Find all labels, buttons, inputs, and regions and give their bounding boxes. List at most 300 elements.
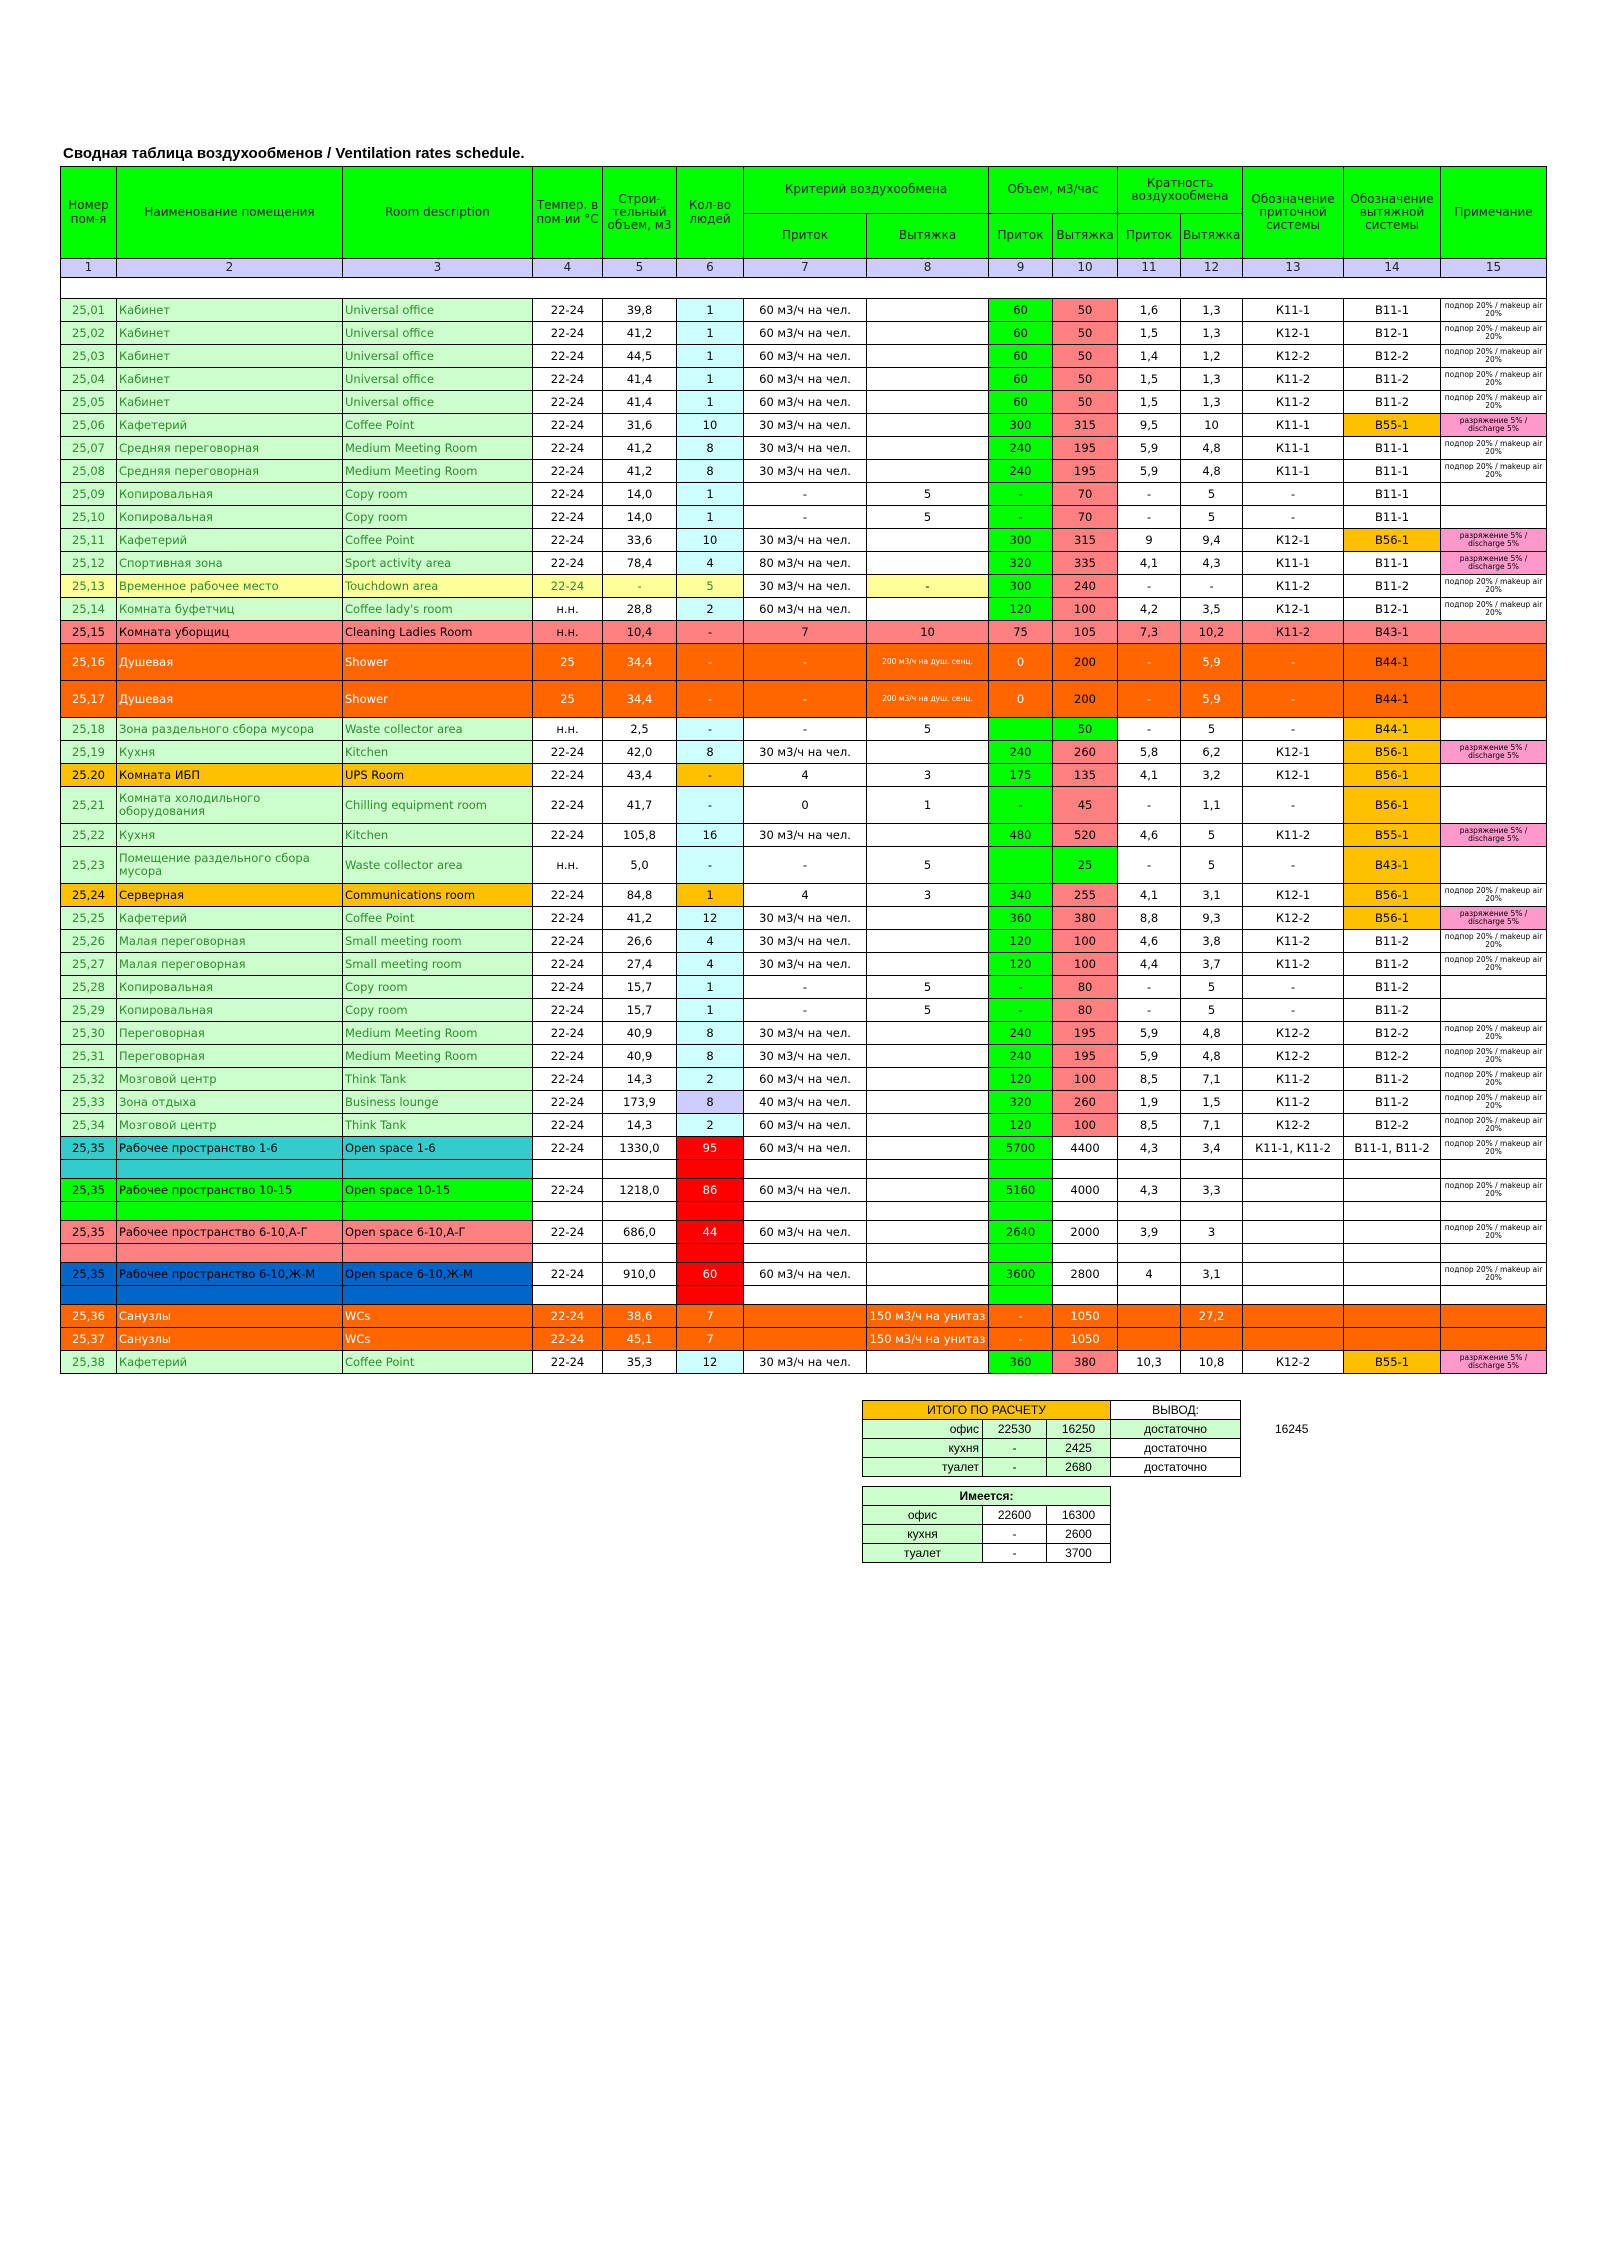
room-name-en: Cleaning Ladies Room bbox=[343, 621, 533, 644]
supply-system bbox=[1243, 1202, 1344, 1221]
volume: 44,5 bbox=[603, 345, 677, 368]
criteria-exhaust bbox=[867, 1244, 989, 1263]
people-count: 60 bbox=[677, 1263, 744, 1286]
note: разряжение 5% / discharge 5% bbox=[1441, 1351, 1547, 1374]
room-name-ru: Рабочее пространство 1-6 bbox=[117, 1137, 343, 1160]
flow-exhaust: 80 bbox=[1053, 976, 1118, 999]
supply-system: К11-2 bbox=[1243, 621, 1344, 644]
room-number: 25,07 bbox=[61, 437, 117, 460]
exhaust-system bbox=[1344, 1221, 1441, 1244]
table-row bbox=[61, 437, 1547, 460]
temperature bbox=[533, 1160, 603, 1179]
rate-exhaust: 3,4 bbox=[1181, 1137, 1243, 1160]
room-name-ru: Рабочее пространство 6-10,А-Г bbox=[117, 1221, 343, 1244]
room-name-en: Communications room bbox=[343, 884, 533, 907]
criteria-supply: 7 bbox=[744, 621, 867, 644]
volume bbox=[603, 1202, 677, 1221]
flow-exhaust: 50 bbox=[1053, 322, 1118, 345]
note: подпор 20% / makeup air 20% bbox=[1441, 953, 1547, 976]
supply-system bbox=[1243, 1305, 1344, 1328]
volume: 39,8 bbox=[603, 299, 677, 322]
room-name-ru: Санузлы bbox=[117, 1328, 343, 1351]
criteria-supply: 60 м3/ч на чел. bbox=[744, 1179, 867, 1202]
exhaust-system: В43-1 bbox=[1344, 847, 1441, 884]
rate-exhaust: 3 bbox=[1181, 1221, 1243, 1244]
room-name-en: Universal office bbox=[343, 299, 533, 322]
room-name-ru: Переговорная bbox=[117, 1045, 343, 1068]
table-row bbox=[61, 552, 1547, 575]
criteria-supply: 4 bbox=[744, 764, 867, 787]
room-name-en: Copy room bbox=[343, 976, 533, 999]
table-row bbox=[61, 345, 1547, 368]
room-name-en: Kitchen bbox=[343, 824, 533, 847]
rate-supply: 7,3 bbox=[1118, 621, 1181, 644]
criteria-exhaust bbox=[867, 437, 989, 460]
temperature: 25 bbox=[533, 681, 603, 718]
criteria-exhaust: 10 bbox=[867, 621, 989, 644]
flow-supply: 120 bbox=[989, 1114, 1053, 1137]
exhaust-system: В12-1 bbox=[1344, 598, 1441, 621]
table-row bbox=[61, 884, 1547, 907]
criteria-exhaust bbox=[867, 1351, 989, 1374]
flow-supply: 5700 bbox=[989, 1137, 1053, 1160]
flow-supply: 240 bbox=[989, 460, 1053, 483]
flow-supply bbox=[989, 1286, 1053, 1305]
volume: 14,3 bbox=[603, 1068, 677, 1091]
supply-system: К11-1 bbox=[1243, 460, 1344, 483]
flow-exhaust bbox=[1053, 1244, 1118, 1263]
exhaust-system: В56-1 bbox=[1344, 907, 1441, 930]
criteria-supply bbox=[744, 1202, 867, 1221]
people-count: 12 bbox=[677, 907, 744, 930]
criteria-exhaust bbox=[867, 1137, 989, 1160]
calc-result: достаточно bbox=[1111, 1439, 1241, 1458]
table-row bbox=[61, 999, 1547, 1022]
flow-exhaust: 100 bbox=[1053, 598, 1118, 621]
temperature bbox=[533, 1286, 603, 1305]
supply-system: К11-2 bbox=[1243, 930, 1344, 953]
rate-supply: - bbox=[1118, 483, 1181, 506]
volume: 5,0 bbox=[603, 847, 677, 884]
temperature: 25 bbox=[533, 644, 603, 681]
temperature bbox=[533, 1244, 603, 1263]
room-number: 25,14 bbox=[61, 598, 117, 621]
flow-exhaust: 25 bbox=[1053, 847, 1118, 884]
volume bbox=[603, 1286, 677, 1305]
temperature: 22-24 bbox=[533, 414, 603, 437]
criteria-supply: - bbox=[744, 681, 867, 718]
exhaust-system bbox=[1344, 1328, 1441, 1351]
rate-supply: - bbox=[1118, 644, 1181, 681]
room-name-ru: Зона раздельного сбора мусора bbox=[117, 718, 343, 741]
column-number: 6 bbox=[677, 259, 744, 278]
room-name-en: Think Tank bbox=[343, 1068, 533, 1091]
flow-supply: - bbox=[989, 483, 1053, 506]
flow-exhaust bbox=[1053, 1202, 1118, 1221]
criteria-exhaust bbox=[867, 322, 989, 345]
criteria-exhaust: 3 bbox=[867, 884, 989, 907]
note: подпор 20% / makeup air 20% bbox=[1441, 575, 1547, 598]
table-row bbox=[61, 506, 1547, 529]
note: разряжение 5% / discharge 5% bbox=[1441, 907, 1547, 930]
exhaust-system: В12-2 bbox=[1344, 1114, 1441, 1137]
header-volume: Строи-тельный объем, м3 bbox=[603, 167, 677, 259]
exhaust-system: В11-1 bbox=[1344, 460, 1441, 483]
spacer-row bbox=[61, 1244, 1547, 1263]
room-name-ru: Копировальная bbox=[117, 976, 343, 999]
header-criteria-supply: Приток bbox=[744, 214, 867, 259]
people-count: 95 bbox=[677, 1137, 744, 1160]
exhaust-system bbox=[1344, 1244, 1441, 1263]
flow-supply: 60 bbox=[989, 391, 1053, 414]
flow-supply: 120 bbox=[989, 930, 1053, 953]
flow-supply: 0 bbox=[989, 681, 1053, 718]
rate-supply: 4,6 bbox=[1118, 824, 1181, 847]
rate-supply: - bbox=[1118, 506, 1181, 529]
room-name-ru bbox=[117, 1202, 343, 1221]
temperature: н.н. bbox=[533, 847, 603, 884]
exhaust-system: В55-1 bbox=[1344, 414, 1441, 437]
exhaust-system bbox=[1344, 1286, 1441, 1305]
flow-supply: 120 bbox=[989, 598, 1053, 621]
criteria-supply: 60 м3/ч на чел. bbox=[744, 299, 867, 322]
header-temp: Темпер. в пом-ии °C bbox=[533, 167, 603, 259]
column-number: 5 bbox=[603, 259, 677, 278]
criteria-exhaust bbox=[867, 1286, 989, 1305]
column-number: 4 bbox=[533, 259, 603, 278]
rate-supply: 5,9 bbox=[1118, 437, 1181, 460]
temperature: 22-24 bbox=[533, 953, 603, 976]
people-count: 1 bbox=[677, 483, 744, 506]
exhaust-system: В56-1 bbox=[1344, 787, 1441, 824]
available-label: кухня bbox=[863, 1525, 983, 1544]
column-number: 3 bbox=[343, 259, 533, 278]
note: подпор 20% / makeup air 20% bbox=[1441, 1137, 1547, 1160]
rate-supply: 1,5 bbox=[1118, 368, 1181, 391]
table-row bbox=[61, 644, 1547, 681]
criteria-exhaust bbox=[867, 953, 989, 976]
temperature: 22-24 bbox=[533, 322, 603, 345]
flow-exhaust: 45 bbox=[1053, 787, 1118, 824]
exhaust-system: В11-2 bbox=[1344, 976, 1441, 999]
rate-exhaust: 3,2 bbox=[1181, 764, 1243, 787]
exhaust-system bbox=[1344, 1305, 1441, 1328]
note: подпор 20% / makeup air 20% bbox=[1441, 1263, 1547, 1286]
supply-system bbox=[1243, 1244, 1344, 1263]
temperature: 22-24 bbox=[533, 930, 603, 953]
criteria-supply: 60 м3/ч на чел. bbox=[744, 1263, 867, 1286]
rate-exhaust: 3,7 bbox=[1181, 953, 1243, 976]
rate-supply: 4,2 bbox=[1118, 598, 1181, 621]
volume: 14,3 bbox=[603, 1114, 677, 1137]
table-row bbox=[61, 824, 1547, 847]
room-number: 25,22 bbox=[61, 824, 117, 847]
criteria-exhaust: 5 bbox=[867, 999, 989, 1022]
people-count bbox=[677, 1244, 744, 1263]
flow-exhaust: 315 bbox=[1053, 529, 1118, 552]
flow-supply: 340 bbox=[989, 884, 1053, 907]
spacer-row bbox=[61, 1160, 1547, 1179]
exhaust-system: В12-2 bbox=[1344, 345, 1441, 368]
rate-exhaust: 5 bbox=[1181, 847, 1243, 884]
rate-exhaust: 9,3 bbox=[1181, 907, 1243, 930]
room-name-ru: Серверная bbox=[117, 884, 343, 907]
volume: 34,4 bbox=[603, 681, 677, 718]
room-name-en: Chilling equipment room bbox=[343, 787, 533, 824]
criteria-supply: - bbox=[744, 847, 867, 884]
table-row bbox=[61, 953, 1547, 976]
rate-supply: 3,9 bbox=[1118, 1221, 1181, 1244]
flow-supply: 75 bbox=[989, 621, 1053, 644]
rate-exhaust bbox=[1181, 1202, 1243, 1221]
criteria-supply bbox=[744, 1305, 867, 1328]
criteria-exhaust bbox=[867, 391, 989, 414]
rate-supply: 5,8 bbox=[1118, 741, 1181, 764]
criteria-supply: - bbox=[744, 976, 867, 999]
people-count: 1 bbox=[677, 345, 744, 368]
volume: 42,0 bbox=[603, 741, 677, 764]
criteria-exhaust bbox=[867, 1221, 989, 1244]
table-row bbox=[61, 598, 1547, 621]
criteria-exhaust bbox=[867, 552, 989, 575]
table-row bbox=[61, 1221, 1547, 1244]
supply-system: К12-2 bbox=[1243, 1045, 1344, 1068]
rate-exhaust: 3,3 bbox=[1181, 1179, 1243, 1202]
temperature: 22-24 bbox=[533, 437, 603, 460]
people-count: - bbox=[677, 787, 744, 824]
note: подпор 20% / makeup air 20% bbox=[1441, 322, 1547, 345]
people-count: 1 bbox=[677, 506, 744, 529]
exhaust-system: В11-2 bbox=[1344, 1091, 1441, 1114]
people-count: 86 bbox=[677, 1179, 744, 1202]
criteria-exhaust bbox=[867, 1202, 989, 1221]
criteria-supply bbox=[744, 1160, 867, 1179]
calc-conclusion: ВЫВОД: bbox=[1111, 1401, 1241, 1420]
room-name-en: Medium Meeting Room bbox=[343, 1045, 533, 1068]
rate-supply bbox=[1118, 1328, 1181, 1351]
rate-supply bbox=[1118, 1286, 1181, 1305]
room-name-ru bbox=[117, 1286, 343, 1305]
header-rate: Кратность воздухообмена bbox=[1118, 167, 1243, 214]
rate-supply: 8,5 bbox=[1118, 1068, 1181, 1091]
criteria-supply: 60 м3/ч на чел. bbox=[744, 1114, 867, 1137]
note: подпор 20% / makeup air 20% bbox=[1441, 460, 1547, 483]
exhaust-system: В11-2 bbox=[1344, 953, 1441, 976]
table-body bbox=[61, 299, 1547, 1374]
note bbox=[1441, 506, 1547, 529]
room-name-en: Copy room bbox=[343, 483, 533, 506]
room-name-ru: Копировальная bbox=[117, 999, 343, 1022]
table-row bbox=[61, 414, 1547, 437]
flow-supply bbox=[989, 718, 1053, 741]
room-name-ru: Малая переговорная bbox=[117, 930, 343, 953]
table-row bbox=[61, 483, 1547, 506]
flow-exhaust: 195 bbox=[1053, 1022, 1118, 1045]
supply-system bbox=[1243, 1286, 1344, 1305]
criteria-supply: - bbox=[744, 644, 867, 681]
room-name-ru: Рабочее пространство 10-15 bbox=[117, 1179, 343, 1202]
header-rate-supply: Приток bbox=[1118, 214, 1181, 259]
temperature: 22-24 bbox=[533, 787, 603, 824]
rate-exhaust: 3,5 bbox=[1181, 598, 1243, 621]
volume: 28,8 bbox=[603, 598, 677, 621]
criteria-supply: 60 м3/ч на чел. bbox=[744, 322, 867, 345]
criteria-exhaust: 200 м3/ч на душ. сенц. bbox=[867, 644, 989, 681]
temperature: 22-24 bbox=[533, 1137, 603, 1160]
flow-exhaust: 2800 bbox=[1053, 1263, 1118, 1286]
supply-system: К11-2 bbox=[1243, 1068, 1344, 1091]
room-name-en: Shower bbox=[343, 644, 533, 681]
volume: 31,6 bbox=[603, 414, 677, 437]
room-name-en: WCs bbox=[343, 1328, 533, 1351]
criteria-exhaust: 200 м3/ч на душ. сенц. bbox=[867, 681, 989, 718]
flow-exhaust: 200 bbox=[1053, 681, 1118, 718]
volume: 686,0 bbox=[603, 1221, 677, 1244]
room-name-ru: Санузлы bbox=[117, 1305, 343, 1328]
volume: 41,4 bbox=[603, 368, 677, 391]
criteria-supply bbox=[744, 1328, 867, 1351]
note: разряжение 5% / discharge 5% bbox=[1441, 529, 1547, 552]
table-row bbox=[61, 847, 1547, 884]
volume: 45,1 bbox=[603, 1328, 677, 1351]
people-count: 8 bbox=[677, 437, 744, 460]
flow-supply: 480 bbox=[989, 824, 1053, 847]
criteria-supply: 30 м3/ч на чел. bbox=[744, 1045, 867, 1068]
flow-exhaust: 100 bbox=[1053, 930, 1118, 953]
temperature: 22-24 bbox=[533, 976, 603, 999]
note bbox=[1441, 999, 1547, 1022]
criteria-exhaust bbox=[867, 1045, 989, 1068]
temperature: 22-24 bbox=[533, 1114, 603, 1137]
temperature: 22-24 bbox=[533, 391, 603, 414]
people-count: 8 bbox=[677, 1045, 744, 1068]
available-header: Имеется: bbox=[863, 1487, 1111, 1506]
ventilation-table bbox=[60, 166, 1547, 1374]
people-count: 8 bbox=[677, 1022, 744, 1045]
room-name-ru: Копировальная bbox=[117, 483, 343, 506]
flow-exhaust: 195 bbox=[1053, 1045, 1118, 1068]
temperature: 22-24 bbox=[533, 907, 603, 930]
criteria-supply: 60 м3/ч на чел. bbox=[744, 345, 867, 368]
table-row bbox=[61, 764, 1547, 787]
people-count: 10 bbox=[677, 414, 744, 437]
table-row bbox=[61, 1351, 1547, 1374]
criteria-exhaust bbox=[867, 460, 989, 483]
room-number: 25,17 bbox=[61, 681, 117, 718]
flow-exhaust: 100 bbox=[1053, 953, 1118, 976]
supply-system bbox=[1243, 1263, 1344, 1286]
room-name-en: Business lounge bbox=[343, 1091, 533, 1114]
exhaust-system: В11-2 bbox=[1344, 575, 1441, 598]
room-number bbox=[61, 1160, 117, 1179]
rate-supply bbox=[1118, 1305, 1181, 1328]
rate-supply: 4,6 bbox=[1118, 930, 1181, 953]
room-name-en: Think Tank bbox=[343, 1114, 533, 1137]
supply-system bbox=[1243, 1221, 1344, 1244]
criteria-supply: 30 м3/ч на чел. bbox=[744, 1351, 867, 1374]
temperature: 22-24 bbox=[533, 741, 603, 764]
criteria-exhaust: 5 bbox=[867, 718, 989, 741]
note: подпор 20% / makeup air 20% bbox=[1441, 930, 1547, 953]
criteria-exhaust: - bbox=[867, 575, 989, 598]
column-number: 12 bbox=[1181, 259, 1243, 278]
people-count: 16 bbox=[677, 824, 744, 847]
table-row bbox=[61, 787, 1547, 824]
room-name-ru: Кафетерий bbox=[117, 414, 343, 437]
flow-exhaust: 315 bbox=[1053, 414, 1118, 437]
room-number: 25,35 bbox=[61, 1263, 117, 1286]
blank-row bbox=[61, 278, 1547, 299]
flow-supply: 300 bbox=[989, 575, 1053, 598]
exhaust-system: В11-1 bbox=[1344, 437, 1441, 460]
column-number-row bbox=[61, 259, 1547, 278]
header-num: Номер пом-я bbox=[61, 167, 117, 259]
column-number: 14 bbox=[1344, 259, 1441, 278]
note bbox=[1441, 681, 1547, 718]
flow-supply: 175 bbox=[989, 764, 1053, 787]
room-name-en: Coffee Point bbox=[343, 1351, 533, 1374]
criteria-exhaust bbox=[867, 1114, 989, 1137]
rate-exhaust: 3,1 bbox=[1181, 884, 1243, 907]
flow-supply bbox=[989, 1244, 1053, 1263]
flow-supply bbox=[989, 1160, 1053, 1179]
people-count bbox=[677, 1286, 744, 1305]
exhaust-system: В56-1 bbox=[1344, 764, 1441, 787]
supply-system: К11-1, К11-2 bbox=[1243, 1137, 1344, 1160]
room-name-en: Coffee Point bbox=[343, 529, 533, 552]
people-count bbox=[677, 1160, 744, 1179]
available-exhaust: 3700 bbox=[1047, 1544, 1111, 1563]
volume: 78,4 bbox=[603, 552, 677, 575]
rate-exhaust bbox=[1181, 1244, 1243, 1263]
supply-system: К11-1 bbox=[1243, 299, 1344, 322]
rate-exhaust bbox=[1181, 1328, 1243, 1351]
volume: 40,9 bbox=[603, 1045, 677, 1068]
room-number: 25,35 bbox=[61, 1137, 117, 1160]
exhaust-system bbox=[1344, 1179, 1441, 1202]
volume: 14,0 bbox=[603, 483, 677, 506]
room-name-en: Kitchen bbox=[343, 741, 533, 764]
room-number: 25,03 bbox=[61, 345, 117, 368]
criteria-exhaust bbox=[867, 824, 989, 847]
room-number: 25,33 bbox=[61, 1091, 117, 1114]
room-name-en: Sport activity area bbox=[343, 552, 533, 575]
rate-exhaust: 5 bbox=[1181, 999, 1243, 1022]
note bbox=[1441, 1160, 1547, 1179]
supply-system: К11-2 bbox=[1243, 1091, 1344, 1114]
volume: 1218,0 bbox=[603, 1179, 677, 1202]
note bbox=[1441, 1244, 1547, 1263]
people-count: - bbox=[677, 644, 744, 681]
header-exhaust-sys: Обозначение вытяжной системы bbox=[1344, 167, 1441, 259]
table-row bbox=[61, 907, 1547, 930]
rate-exhaust: 6,2 bbox=[1181, 741, 1243, 764]
criteria-supply: 30 м3/ч на чел. bbox=[744, 824, 867, 847]
room-number: 25,13 bbox=[61, 575, 117, 598]
volume: 173,9 bbox=[603, 1091, 677, 1114]
available-exhaust: 2600 bbox=[1047, 1525, 1111, 1544]
supply-system: К11-2 bbox=[1243, 368, 1344, 391]
people-count: - bbox=[677, 621, 744, 644]
room-name-ru: Малая переговорная bbox=[117, 953, 343, 976]
volume: 10,4 bbox=[603, 621, 677, 644]
rate-exhaust: 4,3 bbox=[1181, 552, 1243, 575]
criteria-supply: 30 м3/ч на чел. bbox=[744, 953, 867, 976]
rate-exhaust: 7,1 bbox=[1181, 1068, 1243, 1091]
supply-system bbox=[1243, 1179, 1344, 1202]
supply-system bbox=[1243, 1328, 1344, 1351]
room-number: 25,37 bbox=[61, 1328, 117, 1351]
